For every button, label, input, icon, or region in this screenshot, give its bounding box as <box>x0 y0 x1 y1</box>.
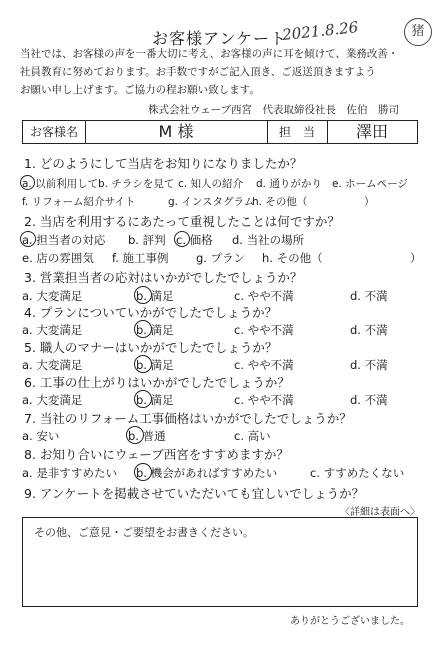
question-3: 3. 営業担当者の応対はいかがでしたでしょうか？ <box>24 270 303 285</box>
question-8: 8. お知り合いにウェーブ西宮をすすめますか？ <box>24 447 289 462</box>
detail-note: 〈詳細は表面へ〉 <box>340 507 420 518</box>
q1-answer-circle <box>20 175 35 190</box>
q6-option-b[interactable]: b. 満足 <box>136 393 174 407</box>
q7-answer-circle <box>126 426 144 444</box>
question-5: 5. 職人のマナーはいかがでしたでしょうか？ <box>24 340 278 355</box>
q4-option-b[interactable]: b. 満足 <box>136 323 174 337</box>
q6-option-d[interactable]: d. 不満 <box>350 393 388 407</box>
q5-option-d[interactable]: d. 不満 <box>350 358 388 372</box>
intro-line-2: 社員教育に努めております。お手数ですがご記入頂き、ご返送頂きますよう <box>20 66 376 78</box>
q2-option-g[interactable]: g. プラン <box>196 251 246 265</box>
q7-option-c[interactable]: c. 高い <box>234 429 271 443</box>
q1-option-f[interactable]: f. リフォーム紹介サイト <box>22 196 136 208</box>
q4-answer-circle <box>134 320 152 338</box>
q3-option-d[interactable]: d. 不満 <box>350 289 388 303</box>
q1-other-close: ） <box>364 196 375 208</box>
q4-option-d[interactable]: d. 不満 <box>350 323 388 337</box>
q1-option-a[interactable]: a. 以前利用して <box>22 178 99 190</box>
seal-stamp: 猪 <box>404 18 432 46</box>
company-line: 株式会社ウェーブ西宮 代表取締役社長 佐伯 勝司 <box>148 104 400 116</box>
thanks-text: ありがとうございました。 <box>290 616 410 627</box>
page-title: お客様アンケート <box>151 29 288 48</box>
customer-name-label: お客様名 <box>29 125 78 139</box>
intro-line-3: お願い申し上げます。ご協力の程お願い致します。 <box>20 84 260 96</box>
q8-option-b[interactable]: b. 機会があればすすめたい <box>136 466 278 480</box>
question-4: 4. プランについていかがでしたでしょうか？ <box>24 305 278 320</box>
question-9: 9. アンケートを掲載させていただいても宜しいでしょうか？ <box>24 486 365 501</box>
q8-option-a[interactable]: a. 是非すすめたい <box>22 466 117 480</box>
q5-option-c[interactable]: c. やや不満 <box>234 358 294 372</box>
q3-option-a[interactable]: a. 大変満足 <box>22 289 83 303</box>
q3-option-c[interactable]: c. やや不満 <box>234 289 294 303</box>
q1-option-h[interactable]: h. その他（ <box>252 196 308 208</box>
q2-answer-circle-c <box>174 231 190 247</box>
q2-option-a[interactable]: a. 担当者の対応 <box>22 233 106 247</box>
q4-option-a[interactable]: a. 大変満足 <box>22 323 83 337</box>
handwritten-date: 2021.8.26 <box>281 18 360 44</box>
q5-option-b[interactable]: b. 満足 <box>136 358 174 372</box>
q7-option-a[interactable]: a. 安い <box>22 429 60 443</box>
question-2: 2. 当店を利用するにあたって重視したことは何ですか？ <box>24 214 340 229</box>
q1-option-c[interactable]: c. 知人の紹介 <box>178 178 243 190</box>
q6-option-c[interactable]: c. やや不満 <box>234 393 294 407</box>
q4-option-c[interactable]: c. やや不満 <box>234 323 294 337</box>
q2-option-e[interactable]: e. 店の雰囲気 <box>22 251 94 265</box>
q2-option-c[interactable]: c. 価格 <box>176 233 213 247</box>
intro-line-1: 当社では、お客様の声を一番大切に考え、お客様の声に耳を傾けて、業務改善・ <box>20 48 399 60</box>
q3-option-b[interactable]: b. 満足 <box>136 289 174 303</box>
q3-answer-circle <box>134 286 152 304</box>
q1-option-e[interactable]: e. ホームページ <box>332 178 408 190</box>
customer-name-value[interactable]: M 様 <box>158 122 194 141</box>
q2-option-b[interactable]: b. 評判 <box>128 233 166 247</box>
question-6: 6. 工事の仕上がりはいかがでしたでしょうか？ <box>24 375 290 390</box>
staff-label: 担 当 <box>278 125 315 139</box>
q2-option-d[interactable]: d. 当社の場所 <box>232 233 305 247</box>
q1-option-b[interactable]: b. チラシを見て <box>98 178 175 190</box>
comment-prompt: その他、ご意見・ご要望をお書きください。 <box>34 526 254 539</box>
q8-option-c[interactable]: c. すすめたくない <box>310 466 405 480</box>
staff-value[interactable]: 澤田 <box>355 122 388 141</box>
q2-option-f[interactable]: f. 施工事例 <box>112 251 169 265</box>
q5-option-a[interactable]: a. 大変満足 <box>22 358 83 372</box>
question-7: 7. 当社のリフォーム工事価格はいかがでしたでしょうか？ <box>24 411 352 426</box>
q7-option-b[interactable]: b. 普通 <box>128 429 166 443</box>
q2-answer-circle-a <box>20 231 36 247</box>
q1-option-d[interactable]: d. 通りがかり <box>256 178 322 190</box>
q6-option-a[interactable]: a. 大変満足 <box>22 393 83 407</box>
q2-other-close: ） <box>410 251 422 265</box>
q8-answer-circle <box>134 463 152 481</box>
question-1: 1. どのようにして当店をお知りになりましたか？ <box>24 156 303 171</box>
q6-answer-circle <box>134 390 152 408</box>
name-row <box>22 120 418 144</box>
q1-option-g[interactable]: g. インスタグラム <box>168 196 255 208</box>
q2-option-h[interactable]: h. その他（ <box>262 251 323 265</box>
q5-answer-circle <box>134 355 152 373</box>
